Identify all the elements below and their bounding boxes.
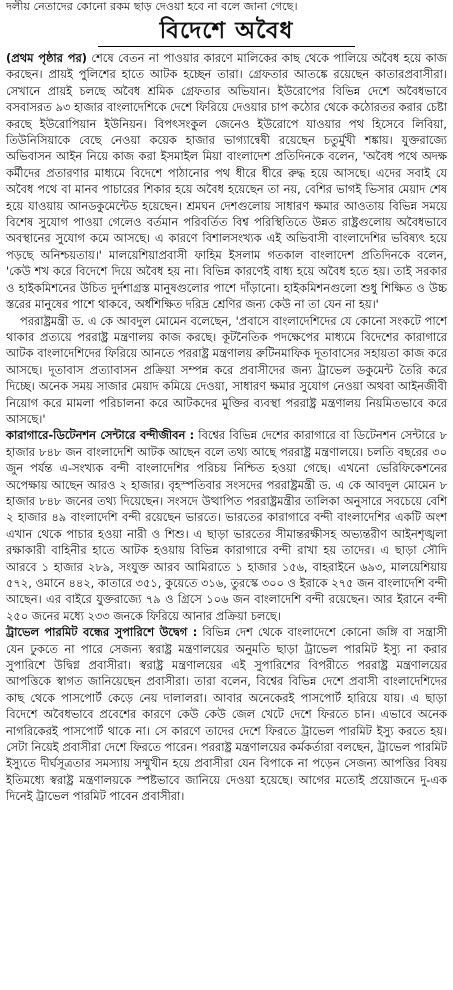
paragraph-text: বিশ্বের বিভিন্ন দেশের কারাগারে বা ডিটেনশন সেন্টারে ৮ হাজার ৮৪৮ জন বাংলাদেশি আটক আছেন বলে তথ্য আছে পররাষ্ট্র মন্ত্রণালয়ে। চলতি বছরের ৩০ জুন পর্যন্ত এ-সংখ্যক বন্দী বাংলাদেশির পরিচয় নিশ্চিত হওয়া গেছে। এখনো ভেরিফিকেশনের অপেক্ষায় আছেন আরও ২ হাজার। বৃহস্পতিবার সংসদের পররাষ্ট্রমন্ত্রী ড. এ কে আবদুল মোমেন ৮ হাজার ৮৪৮ জনের তথ্য দিয়েছেন। সংসদে উত্থাপিত পররাষ্ট্রমন্ত্রীর তালিকা অনুসারে সবচেয়ে বেশি ২ হাজার ৪৯ বাংলাদেশি বন্দী রয়েছেন ভারতে। ভারতের কারাগারে বন্দী বাংলাদেশির একটি অংশ এখান থেকে পাচার হওয়া নারী ও শিশু। এ ছাড়া ভারতের সীমান্তরক্ষীসহ অভ্যন্তরীণ আইনশৃঙ্খলা রক্ষাকারী বাহিনীর হাতে আটক হওয়ায় বিভিন্ন কারাগারে বন্দী রাখা হয় তাদের। এ ছাড়া সৌদি আরবে ১ হাজার ২৮৯, সংযুক্ত আরব আমিরাতে ১ হাজার ১৫৬, বাহরাইনে ৬৯৩, মালয়েশিয়ায় ৫৭২, ওমানে ৪৪২, কাতারে ৩৫১, কুয়েতে ৩১৬, তুরস্কে ৩০০ ও ইরাকে ২৭৫ জন বাংলাদেশি বন্দী আছেন। এর বাইরে যুক্তরাজ্যে ৭৯ ও গ্রিসে ১০৬ জন বাংলাদেশি বন্দী রয়েছেন। আর ইরানে বন্দী ২৫০ জনের মধ্যে ২৩৩ জনকে ফিরিয়ে আনার প্রক্রিয়া চলছে। xyxy=(6,428,447,623)
article-paragraph-4 xyxy=(6,624,447,804)
continued-from-label: (প্রথম পৃষ্ঠার পর) xyxy=(6,51,87,65)
subheading-prison: কারাগারে-ডিটেনশন সেন্টারে বন্দীজীবন : xyxy=(6,428,195,443)
previous-story-fragment: দলীয় নেতাদের কোনো রকম ছাড় দেওয়া হবে না বলে জানা গেছে। xyxy=(6,0,298,13)
article-paragraph-3 xyxy=(6,427,447,624)
headline-box xyxy=(98,16,355,47)
article-paragraph-2 xyxy=(6,313,447,428)
paragraph-text: বিভিন্ন দেশ থেকে বাংলাদেশে কোনো জঙ্গি বা সন্ত্রাসী যেন ঢুকতে না পারে সেজন্য স্বরাষ্ট্র মন্ত্রণালয়ের অনুমতি ছাড়া ট্রাভেল পারমিট ইস্যু না করার সুপারিশে উদ্বিগ্ন প্রবাসীরা। স্বরাষ্ট্র মন্ত্রণালয়ের এই সুপারিশের বিপরীতে পররাষ্ট্র মন্ত্রণালয়ের আপত্তিকে স্বাগত জানিয়েছেন প্রবাসীরা। তারা বলেন, বিশ্বের বিভিন্ন দেশে প্রবাসী বাংলাদেশিদের কাছ থেকে পাসপোর্ট কেড়ে নেয় দালালরা। আবার অনেকেরই পাসপোর্ট হারিয়ে যায়। এ ছাড়া বিদেশে অবৈধভাবে প্রবেশের কারণে কেউ কেউ জেল খেটে দেশে ফিরতে চান। এভাবে অনেক নাগরিকেরই পাসপোর্ট থাকে না। সে কারণে তাদের দেশে ফিরতে ট্রাভেল পারমিট ইস্যু করতে হয়। সেটা নিয়েই প্রবাসীরা দেশে ফিরতে পারেন। পররাষ্ট্র মন্ত্রণালয়ের কর্মকর্তারা বলছেন, ট্রাভেল পারমিট ইস্যুতে দীর্ঘসূত্রতার সমস্যায় সম্মুখীন হয়ে প্রবাসীরা যেন বিপাকে না পড়েন সেজন্য আপত্তির বিষয় ইতিমধ্যে স্বরাষ্ট্র মন্ত্রণালয়কে স্পষ্টভাবে জানিয়ে দেওয়া হয়েছে। আগের মতোই প্রয়োজনে দু-এক দিনেই ট্রাভেল পারমিট পাবেন প্রবাসীরা। xyxy=(6,625,447,804)
subheading-travel-permit: ট্রাভেল পারমিট বন্ধের সুপারিশে উদ্বেগ : xyxy=(6,625,198,640)
paragraph-text: শেষে বেতন না পাওয়ার কারণে মালিকের কাছ থেকে পালিয়ে অবৈধ হয়ে কাজ করছেন। প্রায়ই পুলিশের হাতে আটক হচ্ছেন তারা। গ্রেফতার আতঙ্কে রয়েছেন কাতারপ্রবাসীরা। সেখানে প্রায়ই চলছে অবৈধ শ্রমিক গ্রেফতার অভিযান। ইউরোপের বিভিন্ন দেশে অবৈধভাবে বসবাসরত ৯৩ হাজার বাংলাদেশিকে দেশে ফিরিয়ে দেওয়ার চাপ কঠোর থেকে কঠোরতর করার চেষ্টা করছে ইউরোপিয়ান ইউনিয়ন। বিপৎসংকুল জেনেও ইউরোপে যাওয়ার পথ হিসেবে লিবিয়া, তিউনিসিয়াকে বেছে নেওয়া কয়েক হাজার ভাগ্যান্বেষী রয়েছেন চতুর্মুখী শঙ্কায়। যুক্তরাজ্যে অভিবাসন আইন নিয়ে কাজ করা ইসমাইল মিয়া বাংলাদেশ প্রতিদিনকে বলেন, 'অবৈধ পথে অদক্ষ কর্মীদের প্রতারণার মাধ্যমে বিদেশে পাঠানোর পথ ধীরে ধীরে রুদ্ধ হয়ে আসছে। এদের সবাই যে অবৈধ পথে বা মানব পাচারের শিকার হয়ে অবৈধ হয়েছেন তা নয়, বেশির ভাগই ভিসার মেয়াদ শেষ হয়ে যাওয়ায় আনডকুমেন্টেড হয়েছেন। শ্রমঘন দেশগুলোয় সাধারণ ক্ষমার আওতায় বিভিন্ন সময়ে বিশেষ সুযোগ পাওয়া গেলেও বর্তমান পরিবর্তিত বিশ্ব পরিস্থিতিতে উন্নত রাষ্ট্রগুলোয় অবৈধভাবে অবস্থানের সুযোগ কমে আসছে। এ কারণে বিশালসংখ্যক এই অভিবাসী বাংলাদেশির ভবিষ্যৎ হয়ে পড়ছে অনিশ্চয়তায়।' মালয়েশিয়াপ্রবাসী ফাহিম ইসলাম গতকাল বাংলাদেশ প্রতিদিনকে বলেন, 'কেউ শখ করে বিদেশে দিয়ে অবৈধ হয় না। বিভিন্ন কারণেই বাধ্য হয়ে অবৈধ হতে হয়। তাই সরকার ও হাইকমিশনের উচিত দুর্দশাগ্রস্ত মানুষগুলোর পাশে দাঁড়ানো। হাইকমিশনগুলো শুধু শিক্ষিত ও উচ্চ স্তরের মানুষের পাশে থাকবে, অর্ধশিক্ষিত দরিদ্র শ্রেণির জন্য কেউ না তা যেন না হয়।' xyxy=(6,51,448,312)
paragraph-text: পররাষ্ট্রমন্ত্রী ড. এ কে আবদুল মোমেন বলেছেন, 'প্রবাসে বাংলাদেশিদের যে কোনো সংকটে পাশে থাকার প্রত্যয়ে পররাষ্ট্র মন্ত্রণালয় কাজ করছে। কূটনৈতিক পদক্ষেপের মাধ্যমে বিদেশের কারাগারে আটক বাংলাদেশিদের ফিরিয়ে আনতে পররাষ্ট্র মন্ত্রণালয় রুটিনমাফিক দূতাবাসের সহায়তা কাজ করে আসছে। দূতাবাস প্রত্যাবাসন প্রক্রিয়া সম্পন্ন করে প্রবাসীদের জন্য ট্রাভেল ডকুমেন্ট তৈরি করে দিচ্ছে। অনেক সময় সাজার মেয়াদ কমিয়ে দেওয়া, সাধারণ ক্ষমার সুযোগ নেওয়া অথবা আইনজীবী নিয়োগ করে মামলা পরিচালনা করে আটকদের মুক্তির ব্যবস্থা পররাষ্ট্র মন্ত্রণালয় নিয়মিতভাবে করে আসছে।' xyxy=(6,313,447,426)
article-paragraph-1 xyxy=(6,50,447,313)
headline: বিদেশে অবৈধ xyxy=(159,17,294,44)
